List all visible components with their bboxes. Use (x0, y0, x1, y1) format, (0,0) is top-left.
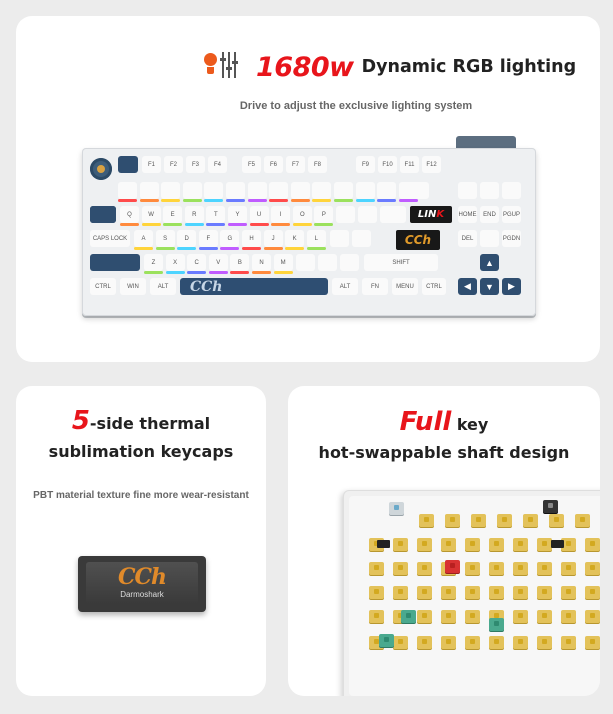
key-d: D (177, 230, 196, 247)
key-switch (445, 514, 460, 527)
key-switch (417, 586, 432, 599)
key-s: S (156, 230, 175, 247)
key-right-shift: SHIFT (364, 254, 438, 271)
key-tab (90, 206, 116, 223)
key-f12: F12 (422, 156, 441, 173)
key-left-ctrl: CTRL (90, 278, 116, 295)
rgb-glow-strip (163, 223, 182, 226)
hotswap-card (288, 386, 600, 696)
rgb-title: Dynamic RGB lighting (361, 57, 577, 77)
dark-switch (543, 500, 558, 513)
red-switch (445, 560, 460, 573)
key-del: DEL (458, 230, 477, 247)
rgb-glow-strip (356, 199, 375, 202)
key-switch (417, 636, 432, 649)
arrow-left-icon: ◀ (458, 278, 477, 295)
key-switch (513, 636, 528, 649)
key-switch (513, 586, 528, 599)
key-r: R (185, 206, 204, 223)
rgb-glow-strip (271, 223, 290, 226)
key-b: B (230, 254, 249, 271)
key-switch (561, 636, 576, 649)
lcd-logo-screen: CCh (396, 230, 440, 250)
key-switch (585, 562, 600, 575)
key-c: C (187, 254, 206, 271)
lcd-screen (410, 206, 452, 223)
rgb-glow-strip (166, 271, 185, 274)
key-g: G (220, 230, 239, 247)
key-switch (465, 610, 480, 623)
key-f7: F7 (286, 156, 305, 173)
key-switch (441, 586, 456, 599)
key-switch (441, 610, 456, 623)
rgb-glow-strip (187, 271, 206, 274)
key-u: U (250, 206, 269, 223)
key-switch (471, 514, 486, 527)
key-switch (417, 610, 432, 623)
lcd-chip (377, 540, 390, 548)
rgb-glow-strip (177, 247, 196, 250)
rgb-glow-strip (248, 199, 267, 202)
key-number (334, 182, 353, 199)
key-switch (537, 538, 552, 551)
key-switch (489, 586, 504, 599)
key-switch (561, 610, 576, 623)
teal-switch (401, 610, 416, 623)
key-switch (369, 562, 384, 575)
key-f4: F4 (208, 156, 227, 173)
key-f3: F3 (186, 156, 205, 173)
hotswap-title-line2: hot-swappable shaft design (318, 443, 570, 462)
key-right-ctrl: CTRL (422, 278, 446, 295)
key-quote (352, 230, 371, 247)
teal-switch (379, 634, 394, 647)
key-pgup: PGUP (502, 206, 521, 223)
key-switch (417, 538, 432, 551)
rgb-glow-strip (285, 247, 304, 250)
key-switch (369, 610, 384, 623)
key-number (291, 182, 310, 199)
key-switch (465, 538, 480, 551)
rgb-glow-strip (274, 271, 293, 274)
key-menu: MENU (392, 278, 418, 295)
key-y: Y (228, 206, 247, 223)
hotswap-accent: Full (399, 407, 452, 437)
key-t: T (206, 206, 225, 223)
key-end: END (480, 206, 499, 223)
key-switch (489, 562, 504, 575)
rgb-lighting-card (16, 16, 600, 362)
key-f9: F9 (356, 156, 375, 173)
key-v: V (209, 254, 228, 271)
key-switch (393, 538, 408, 551)
key-pgdn: PGDN (502, 230, 521, 247)
keycaps-subtitle: PBT material texture fine more wear-resistant (33, 490, 249, 501)
key-switch (465, 562, 480, 575)
rgb-glow-strip (230, 271, 249, 274)
key-space: CCh (180, 278, 328, 295)
key-f10: F10 (378, 156, 397, 173)
key-number (161, 182, 180, 199)
rgb-glow-strip (161, 199, 180, 202)
rgb-glow-strip (140, 199, 159, 202)
bulb-slider-icon (202, 50, 238, 84)
key-switch (393, 586, 408, 599)
key-switch (489, 538, 504, 551)
key-number (269, 182, 288, 199)
key-bracket (336, 206, 355, 223)
lcd-chip (551, 540, 564, 548)
key-switch (441, 636, 456, 649)
keyboard-image (82, 134, 536, 320)
rgb-subtitle: Drive to adjust the exclusive lighting system (239, 100, 473, 112)
key-f1: F1 (142, 156, 161, 173)
key-switch (441, 538, 456, 551)
key-comma (296, 254, 315, 271)
key-left-alt: ALT (150, 278, 176, 295)
key-semicolon (330, 230, 349, 247)
rgb-glow-strip (204, 199, 223, 202)
key-switch (393, 636, 408, 649)
rgb-glow-strip (269, 199, 288, 202)
key-switch (585, 586, 600, 599)
teal-switch (489, 618, 504, 631)
keycaps-card (16, 386, 266, 696)
key-p: P (314, 206, 333, 223)
key-switch (417, 562, 432, 575)
key-caps-lock: CAPS LOCK (90, 230, 130, 247)
key-switch (585, 538, 600, 551)
key-j: J (264, 230, 283, 247)
rgb-glow-strip (291, 199, 310, 202)
key-nav (480, 230, 499, 247)
key-fn: FN (362, 278, 388, 295)
key-esc (118, 156, 138, 173)
lcd-text: LIN (417, 209, 437, 220)
key-switch (537, 610, 552, 623)
key-slash (340, 254, 359, 271)
arrow-up-icon: ▲ (480, 254, 499, 271)
key-number (118, 182, 137, 199)
rgb-glow-strip (120, 223, 139, 226)
clear-switch (389, 502, 404, 515)
key-number (140, 182, 159, 199)
key-period (318, 254, 337, 271)
rgb-glow-strip (377, 199, 396, 202)
key-number (226, 182, 245, 199)
rgb-glow-strip (199, 247, 218, 250)
key-switch (575, 514, 590, 527)
key-number (399, 182, 429, 199)
hotswap-title-line1: key (451, 415, 489, 434)
key-f5: F5 (242, 156, 261, 173)
key-e: E (163, 206, 182, 223)
rgb-glow-strip (250, 223, 269, 226)
key-z: Z (144, 254, 163, 271)
key-x: X (166, 254, 185, 271)
key-switch (489, 636, 504, 649)
rgb-glow-strip (220, 247, 239, 250)
key-switch (497, 514, 512, 527)
key-h: H (242, 230, 261, 247)
rgb-glow-strip (314, 223, 333, 226)
rgb-glow-strip (209, 271, 228, 274)
rgb-glow-strip (264, 247, 283, 250)
volume-knob-icon (90, 158, 112, 180)
key-f6: F6 (264, 156, 283, 173)
rgb-glow-strip (134, 247, 153, 250)
rgb-glow-strip (334, 199, 353, 202)
rgb-glow-strip (183, 199, 202, 202)
key-bracket (358, 206, 377, 223)
key-number (204, 182, 223, 199)
rgb-glow-strip (399, 199, 418, 202)
rgb-glow-strip (144, 271, 163, 274)
keycap-logo: CCh (117, 564, 166, 590)
key-o: O (293, 206, 312, 223)
key-number (377, 182, 396, 199)
rgb-glow-strip (252, 271, 271, 274)
switch-plate-image (343, 490, 600, 696)
key-l: L (307, 230, 326, 247)
key-number (248, 182, 267, 199)
arrow-right-icon: ▶ (502, 278, 521, 295)
key-switch (561, 562, 576, 575)
key-switch (537, 562, 552, 575)
key-number (312, 182, 331, 199)
keycap-brand: Darmoshark (120, 590, 164, 599)
key-switch (513, 538, 528, 551)
key-switch (369, 586, 384, 599)
key-switch (465, 636, 480, 649)
lcd-text-accent: K (436, 209, 445, 220)
key-left-shift (90, 254, 140, 271)
keycaps-title-line1: -side thermal (89, 414, 211, 433)
key-nav (480, 182, 499, 199)
key-f8: F8 (308, 156, 327, 173)
keycaps-title (16, 408, 266, 465)
key-number (183, 182, 202, 199)
hotswap-title (288, 408, 600, 467)
key-switch (513, 610, 528, 623)
key-i: I (271, 206, 290, 223)
key-k: K (285, 230, 304, 247)
key-f: F (199, 230, 218, 247)
rgb-glow-strip (293, 223, 312, 226)
rgb-glow-strip (242, 247, 261, 250)
key-a: A (134, 230, 153, 247)
rgb-glow-strip (228, 223, 247, 226)
rgb-glow-strip (226, 199, 245, 202)
key-nav (458, 182, 477, 199)
key-home: HOME (458, 206, 477, 223)
key-nav (502, 182, 521, 199)
key-switch (523, 514, 538, 527)
rgb-headline (202, 50, 576, 84)
rgb-glow-strip (307, 247, 326, 250)
key-f11: F11 (400, 156, 419, 173)
key-switch (549, 514, 564, 527)
key-backslash (380, 206, 406, 223)
key-switch (585, 636, 600, 649)
rgb-glow-strip (312, 199, 331, 202)
key-switch (419, 514, 434, 527)
key-n: N (252, 254, 271, 271)
key-number (356, 182, 375, 199)
key-m: M (274, 254, 293, 271)
keycaps-title-line2: sublimation keycaps (48, 442, 234, 461)
rgb-glow-strip (118, 199, 137, 202)
key-switch (585, 610, 600, 623)
key-switch (393, 562, 408, 575)
key-w: W (142, 206, 161, 223)
rgb-wattage: 1680w (256, 51, 354, 83)
rgb-glow-strip (185, 223, 204, 226)
key-win: WIN (120, 278, 146, 295)
rgb-glow-strip (156, 247, 175, 250)
rgb-glow-strip (206, 223, 225, 226)
rgb-glow-strip (142, 223, 161, 226)
key-switch (513, 562, 528, 575)
key-switch (465, 586, 480, 599)
key-switch (561, 586, 576, 599)
key-right-alt: ALT (332, 278, 358, 295)
keycap-image (78, 556, 206, 612)
keycaps-accent: 5 (71, 406, 90, 436)
key-q: Q (120, 206, 139, 223)
key-switch (537, 636, 552, 649)
arrow-down-icon: ▼ (480, 278, 499, 295)
key-switch (537, 586, 552, 599)
key-f2: F2 (164, 156, 183, 173)
